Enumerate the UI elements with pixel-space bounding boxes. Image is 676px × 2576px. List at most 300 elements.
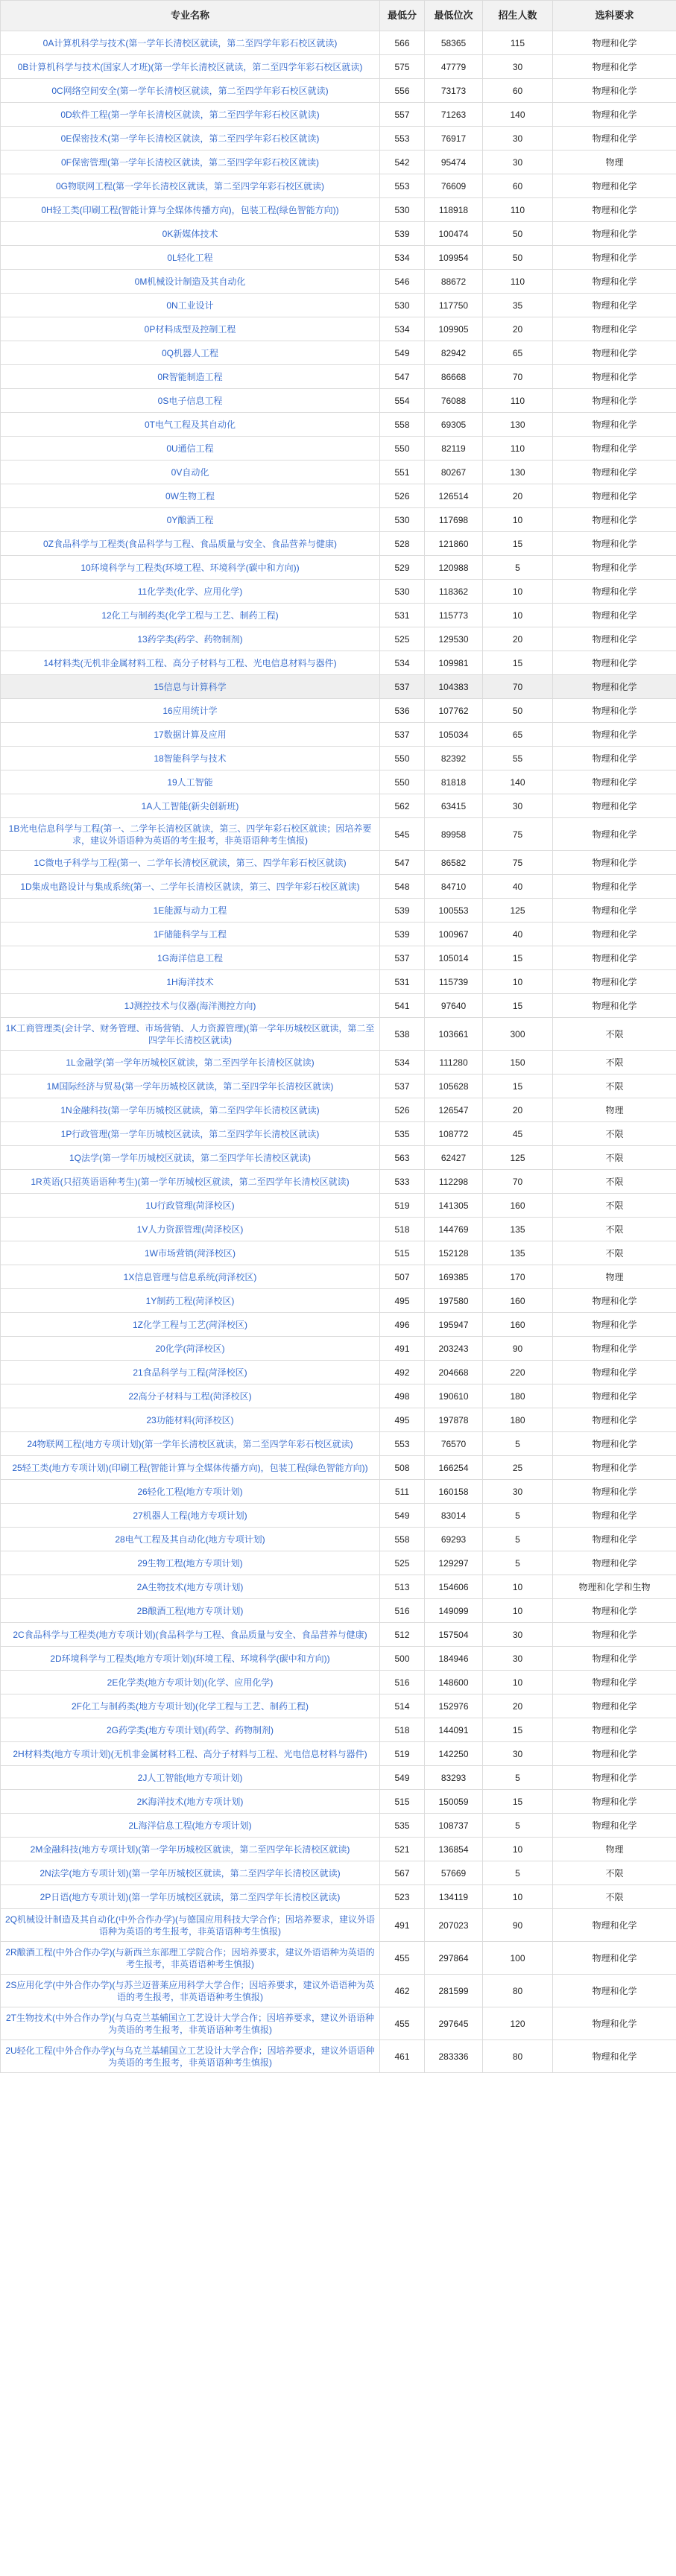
major-name-cell[interactable]: 25轻工类(地方专项计划)(印刷工程(智能计算与全媒体传播方向)，包装工程(绿色智能方向)) [1, 1456, 380, 1480]
table-row[interactable] [1, 1909, 676, 1942]
table-row[interactable] [1, 1623, 676, 1647]
enrollment-cell: 160 [483, 1313, 553, 1337]
major-name-cell[interactable]: 2Q机械设计制造及其自动化(中外合作办学)(与德国应用科技大学合作；因培养要求，建议外语语种为英语的考生报考，非英语语种考生慎报) [1, 1909, 380, 1942]
table-row[interactable] [1, 794, 676, 818]
min-rank-cell: 121860 [425, 532, 483, 556]
enrollment-cell: 15 [483, 994, 553, 1018]
subject-requirement-cell: 物理和化学 [553, 651, 676, 675]
major-name-cell[interactable]: 0C网络空间安全(第一学年长清校区就读，第二至四学年彩石校区就读) [1, 79, 380, 103]
min-score-cell: 507 [380, 1265, 425, 1289]
min-score-cell: 550 [380, 770, 425, 794]
min-score-cell: 546 [380, 270, 425, 294]
table-row[interactable] [1, 1694, 676, 1718]
table-row[interactable] [1, 1766, 676, 1790]
min-rank-cell: 207023 [425, 1909, 483, 1942]
major-name-cell[interactable]: 17数据计算及应用 [1, 723, 380, 747]
table-row[interactable] [1, 2040, 676, 2073]
table-row[interactable] [1, 413, 676, 437]
table-row[interactable] [1, 1814, 676, 1838]
major-name-cell[interactable]: 0T电气工程及其自动化 [1, 413, 380, 437]
subject-requirement-cell: 物理和化学 [553, 1671, 676, 1694]
table-row[interactable] [1, 1885, 676, 1909]
table-row[interactable] [1, 1218, 676, 1241]
table-row[interactable] [1, 604, 676, 627]
major-name-cell[interactable]: 2F化工与制药类(地方专项计划)(化学工程与工艺、制药工程) [1, 1694, 380, 1718]
min-score-cell: 512 [380, 1623, 425, 1647]
subject-requirement-cell: 物理和化学 [553, 389, 676, 413]
major-name-cell[interactable]: 1B光电信息科学与工程(第一、二学年长清校区就读，第三、四学年彩石校区就读；因培养要求，建议外语语种为英语的考生报考，非英语语种考生慎报) [1, 818, 380, 851]
major-name-cell[interactable]: 0E保密技术(第一学年长清校区就读，第二至四学年彩石校区就读) [1, 127, 380, 151]
enrollment-cell: 5 [483, 1504, 553, 1528]
major-name-cell[interactable]: 2D环境科学与工程类(地方专项计划)(环境工程、环境科学(碳中和方向)) [1, 1647, 380, 1671]
major-name-cell[interactable]: 18智能科学与技术 [1, 747, 380, 770]
major-name-cell[interactable]: 0R智能制造工程 [1, 365, 380, 389]
major-name-cell[interactable]: 1N金融科技(第一学年历城校区就读，第二至四学年长清校区就读) [1, 1098, 380, 1122]
min-rank-cell: 160158 [425, 1480, 483, 1504]
table-row[interactable] [1, 1599, 676, 1623]
major-name-cell[interactable]: 1W市场营销(菏泽校区) [1, 1241, 380, 1265]
major-name-cell[interactable]: 1Y制药工程(菏泽校区) [1, 1289, 380, 1313]
major-name-cell[interactable]: 0P材料成型及控制工程 [1, 317, 380, 341]
table-row[interactable] [1, 437, 676, 461]
table-row[interactable] [1, 341, 676, 365]
major-name-cell[interactable]: 27机器人工程(地方专项计划) [1, 1504, 380, 1528]
enrollment-cell: 40 [483, 923, 553, 946]
table-row[interactable] [1, 1942, 676, 1975]
min-score-cell: 530 [380, 580, 425, 604]
header-major[interactable]: 专业名称 [1, 1, 380, 31]
table-row[interactable] [1, 556, 676, 580]
subject-requirement-cell: 物理和化学 [553, 508, 676, 532]
min-rank-cell: 111280 [425, 1051, 483, 1075]
table-row[interactable] [1, 1384, 676, 1408]
major-name-cell[interactable]: 2T生物技术(中外合作办学)(与乌克兰基辅国立工艺设计大学合作；因培养要求，建议外语语种为英语的考生报考，非英语语种考生慎报) [1, 2007, 380, 2040]
enrollment-cell: 170 [483, 1265, 553, 1289]
enrollment-cell: 25 [483, 1456, 553, 1480]
table-row[interactable] [1, 1861, 676, 1885]
min-score-cell: 533 [380, 1170, 425, 1194]
table-row[interactable] [1, 508, 676, 532]
major-name-cell[interactable]: 0F保密管理(第一学年长清校区就读，第二至四学年彩石校区就读) [1, 151, 380, 174]
major-name-cell[interactable]: 15信息与计算科学 [1, 675, 380, 699]
enrollment-cell: 10 [483, 580, 553, 604]
major-name-cell[interactable]: 1L金融学(第一学年历城校区就读，第二至四学年长清校区就读) [1, 1051, 380, 1075]
min-rank-cell: 80267 [425, 461, 483, 484]
table-row[interactable] [1, 675, 676, 699]
min-score-cell: 498 [380, 1384, 425, 1408]
min-score-cell: 549 [380, 1766, 425, 1790]
table-row[interactable] [1, 1456, 676, 1480]
subject-requirement-cell: 物理和化学 [553, 1814, 676, 1838]
enrollment-cell: 5 [483, 1814, 553, 1838]
table-row[interactable] [1, 198, 676, 222]
major-name-cell[interactable]: 0S电子信息工程 [1, 389, 380, 413]
subject-requirement-cell: 物理和化学 [553, 994, 676, 1018]
min-score-cell: 548 [380, 875, 425, 899]
table-row[interactable] [1, 1051, 676, 1075]
major-name-cell[interactable]: 2A生物技术(地方专项计划) [1, 1575, 380, 1599]
subject-requirement-cell: 物理和化学 [553, 970, 676, 994]
major-name-cell[interactable]: 0Z食品科学与工程类(食品科学与工程、食品质量与安全、食品营养与健康) [1, 532, 380, 556]
major-name-cell[interactable]: 2N法学(地方专项计划)(第一学年历城校区就读，第二至四学年长清校区就读) [1, 1861, 380, 1885]
subject-requirement-cell: 物理和化学 [553, 2040, 676, 2073]
table-row[interactable] [1, 1432, 676, 1456]
enrollment-cell: 20 [483, 1098, 553, 1122]
min-rank-cell: 69305 [425, 413, 483, 437]
min-rank-cell: 184946 [425, 1647, 483, 1671]
min-rank-cell: 105014 [425, 946, 483, 970]
major-name-cell[interactable]: 2J人工智能(地方专项计划) [1, 1766, 380, 1790]
subject-requirement-cell: 物理和化学 [553, 79, 676, 103]
enrollment-cell: 20 [483, 1694, 553, 1718]
table-row[interactable] [1, 1289, 676, 1313]
subject-requirement-cell: 物理和化学 [553, 556, 676, 580]
min-score-cell: 537 [380, 946, 425, 970]
min-score-cell: 562 [380, 794, 425, 818]
table-row[interactable] [1, 1122, 676, 1146]
min-score-cell: 495 [380, 1289, 425, 1313]
min-rank-cell: 136854 [425, 1838, 483, 1861]
min-rank-cell: 69293 [425, 1528, 483, 1551]
major-name-cell[interactable]: 0U通信工程 [1, 437, 380, 461]
enrollment-cell: 10 [483, 604, 553, 627]
major-name-cell[interactable]: 10环境科学与工程类(环境工程、环境科学(碳中和方向)) [1, 556, 380, 580]
table-header [1, 1, 676, 31]
major-name-cell[interactable]: 13药学类(药学、药物制剂) [1, 627, 380, 651]
enrollment-cell: 90 [483, 1909, 553, 1942]
major-name-cell[interactable]: 22高分子材料与工程(菏泽校区) [1, 1384, 380, 1408]
table-row[interactable] [1, 970, 676, 994]
table-row[interactable] [1, 1337, 676, 1361]
subject-requirement-cell: 不限 [553, 1122, 676, 1146]
major-name-cell[interactable]: 23功能材料(菏泽校区) [1, 1408, 380, 1432]
min-rank-cell: 100967 [425, 923, 483, 946]
min-rank-cell: 126547 [425, 1098, 483, 1122]
table-row[interactable] [1, 747, 676, 770]
min-score-cell: 539 [380, 923, 425, 946]
enrollment-cell: 180 [483, 1384, 553, 1408]
subject-requirement-cell: 物理和化学 [553, 723, 676, 747]
min-rank-cell: 166254 [425, 1456, 483, 1480]
major-name-cell[interactable]: 1Q法学(第一学年历城校区就读，第二至四学年长清校区就读) [1, 1146, 380, 1170]
table-row[interactable] [1, 851, 676, 875]
table-row[interactable] [1, 651, 676, 675]
min-score-cell: 530 [380, 198, 425, 222]
table-row[interactable] [1, 723, 676, 747]
table-row[interactable] [1, 2007, 676, 2040]
major-name-cell[interactable]: 2S应用化学(中外合作办学)(与苏兰迈普莱应用科学大学合作；因培养要求，建议外语语种为英语的考生报考，非英语语种考生慎报) [1, 1975, 380, 2007]
min-rank-cell: 105628 [425, 1075, 483, 1098]
min-rank-cell: 88672 [425, 270, 483, 294]
min-score-cell: 529 [380, 556, 425, 580]
table-row[interactable] [1, 1098, 676, 1122]
subject-requirement-cell: 物理和化学 [553, 413, 676, 437]
enrollment-cell: 30 [483, 55, 553, 79]
enrollment-cell: 110 [483, 437, 553, 461]
min-score-cell: 558 [380, 413, 425, 437]
enrollment-cell: 30 [483, 151, 553, 174]
table-row[interactable] [1, 222, 676, 246]
min-rank-cell: 134119 [425, 1885, 483, 1909]
table-row[interactable] [1, 818, 676, 851]
min-rank-cell: 154606 [425, 1575, 483, 1599]
min-score-cell: 557 [380, 103, 425, 127]
table-row[interactable] [1, 127, 676, 151]
enrollment-cell: 180 [483, 1408, 553, 1432]
subject-requirement-cell: 物理和化学和生物 [553, 1575, 676, 1599]
table-row[interactable] [1, 1480, 676, 1504]
subject-requirement-cell: 物理和化学 [553, 580, 676, 604]
major-name-cell[interactable]: 2P日语(地方专项计划)(第一学年历城校区就读，第二至四学年长清校区就读) [1, 1885, 380, 1909]
table-row[interactable] [1, 1146, 676, 1170]
major-name-cell[interactable]: 19人工智能 [1, 770, 380, 794]
major-name-cell[interactable]: 1E能源与动力工程 [1, 899, 380, 923]
major-name-cell[interactable]: 16应用统计学 [1, 699, 380, 723]
table-row[interactable] [1, 31, 676, 55]
subject-requirement-cell: 物理和化学 [553, 1766, 676, 1790]
table-row[interactable] [1, 1790, 676, 1814]
min-rank-cell: 76609 [425, 174, 483, 198]
major-name-cell[interactable]: 0H轻工类(印刷工程(智能计算与全媒体传播方向)，包装工程(绿色智能方向)) [1, 198, 380, 222]
table-row[interactable] [1, 1170, 676, 1194]
major-name-cell[interactable]: 1G海洋信息工程 [1, 946, 380, 970]
subject-requirement-cell: 物理和化学 [553, 818, 676, 851]
table-row[interactable] [1, 461, 676, 484]
header-enrollment[interactable]: 招生人数 [483, 1, 553, 31]
table-row[interactable] [1, 1551, 676, 1575]
table-row[interactable] [1, 294, 676, 317]
major-name-cell[interactable]: 0Q机器人工程 [1, 341, 380, 365]
enrollment-cell: 70 [483, 1170, 553, 1194]
major-name-cell[interactable]: 2L海洋信息工程(地方专项计划) [1, 1814, 380, 1838]
table-row[interactable] [1, 580, 676, 604]
major-name-cell[interactable]: 0K新媒体技术 [1, 222, 380, 246]
min-rank-cell: 169385 [425, 1265, 483, 1289]
table-row[interactable] [1, 1241, 676, 1265]
subject-requirement-cell: 物理 [553, 1838, 676, 1861]
major-name-cell[interactable]: 1D集成电路设计与集成系统(第一、二学年长清校区就读，第三、四学年彩石校区就读) [1, 875, 380, 899]
enrollment-cell: 65 [483, 341, 553, 365]
table-row[interactable] [1, 1838, 676, 1861]
major-name-cell[interactable]: 0W生物工程 [1, 484, 380, 508]
table-row[interactable] [1, 317, 676, 341]
subject-requirement-cell: 物理和化学 [553, 1528, 676, 1551]
subject-requirement-cell: 物理和化学 [553, 851, 676, 875]
enrollment-cell: 110 [483, 389, 553, 413]
table-row[interactable] [1, 1361, 676, 1384]
enrollment-cell: 10 [483, 1838, 553, 1861]
table-row[interactable] [1, 1075, 676, 1098]
min-rank-cell: 81818 [425, 770, 483, 794]
major-name-cell[interactable]: 20化学(菏泽校区) [1, 1337, 380, 1361]
major-name-cell[interactable]: 1X信息管理与信息系统(菏泽校区) [1, 1265, 380, 1289]
min-rank-cell: 283336 [425, 2040, 483, 2073]
min-score-cell: 545 [380, 818, 425, 851]
table-row[interactable] [1, 1018, 676, 1051]
major-name-cell[interactable]: 28电气工程及其自动化(地方专项计划) [1, 1528, 380, 1551]
table-row[interactable] [1, 875, 676, 899]
major-name-cell[interactable]: 14材料类(无机非金属材料工程、高分子材料与工程、光电信息材料与器件) [1, 651, 380, 675]
min-score-cell: 526 [380, 1098, 425, 1122]
table-row[interactable] [1, 899, 676, 923]
min-score-cell: 553 [380, 174, 425, 198]
enrollment-cell: 10 [483, 1671, 553, 1694]
major-name-cell[interactable]: 1C微电子科学与工程(第一、二学年长清校区就读，第三、四学年彩石校区就读) [1, 851, 380, 875]
min-score-cell: 526 [380, 484, 425, 508]
enrollment-cell: 50 [483, 246, 553, 270]
table-row[interactable] [1, 1528, 676, 1551]
major-name-cell[interactable]: 24物联网工程(地方专项计划)(第一学年长清校区就读，第二至四学年彩石校区就读) [1, 1432, 380, 1456]
table-row[interactable] [1, 246, 676, 270]
major-name-cell[interactable]: 2G药学类(地方专项计划)(药学、药物制剂) [1, 1718, 380, 1742]
major-name-cell[interactable]: 2C食品科学与工程类(地方专项计划)(食品科学与工程、食品质量与安全、食品营养与健康) [1, 1623, 380, 1647]
table-row[interactable] [1, 1718, 676, 1742]
table-row[interactable] [1, 174, 676, 198]
table-row[interactable] [1, 946, 676, 970]
min-score-cell: 461 [380, 2040, 425, 2073]
min-rank-cell: 297864 [425, 1942, 483, 1975]
subject-requirement-cell: 物理和化学 [553, 875, 676, 899]
major-name-cell[interactable]: 1H海洋技术 [1, 970, 380, 994]
min-rank-cell: 108737 [425, 1814, 483, 1838]
major-name-cell[interactable]: 1Z化学工程与工艺(菏泽校区) [1, 1313, 380, 1337]
min-score-cell: 534 [380, 246, 425, 270]
table-row[interactable] [1, 627, 676, 651]
table-row[interactable] [1, 1265, 676, 1289]
min-score-cell: 530 [380, 508, 425, 532]
header-min-score[interactable]: 最低分 [380, 1, 425, 31]
min-score-cell: 549 [380, 341, 425, 365]
min-score-cell: 563 [380, 1146, 425, 1170]
subject-requirement-cell: 物理和化学 [553, 461, 676, 484]
table-row[interactable] [1, 1742, 676, 1766]
header-min-rank[interactable]: 最低位次 [425, 1, 483, 31]
major-name-cell[interactable]: 2R酿酒工程(中外合作办学)(与新西兰东部理工学院合作；因培养要求，建议外语语种为英语的考生报考，非英语语种考生慎报) [1, 1942, 380, 1975]
major-name-cell[interactable]: 1J测控技术与仪器(海洋测控方向) [1, 994, 380, 1018]
major-name-cell[interactable]: 0A计算机科学与技术(第一学年长清校区就读，第二至四学年彩石校区就读) [1, 31, 380, 55]
subject-requirement-cell: 物理和化学 [553, 1384, 676, 1408]
subject-requirement-cell: 物理和化学 [553, 699, 676, 723]
major-name-cell[interactable]: 0V自动化 [1, 461, 380, 484]
table-row[interactable] [1, 103, 676, 127]
major-name-cell[interactable]: 1M国际经济与贸易(第一学年历城校区就读，第二至四学年长清校区就读) [1, 1075, 380, 1098]
min-rank-cell: 150059 [425, 1790, 483, 1814]
enrollment-cell: 115 [483, 31, 553, 55]
major-name-cell[interactable]: 11化学类(化学、应用化学) [1, 580, 380, 604]
table-row[interactable] [1, 923, 676, 946]
table-row[interactable] [1, 79, 676, 103]
min-rank-cell: 117750 [425, 294, 483, 317]
table-row[interactable] [1, 1975, 676, 2007]
min-rank-cell: 120988 [425, 556, 483, 580]
table-row[interactable] [1, 1504, 676, 1528]
major-name-cell[interactable]: 1U行政管理(菏泽校区) [1, 1194, 380, 1218]
table-row[interactable] [1, 532, 676, 556]
major-name-cell[interactable]: 1V人力资源管理(菏泽校区) [1, 1218, 380, 1241]
min-score-cell: 518 [380, 1218, 425, 1241]
enrollment-cell: 70 [483, 365, 553, 389]
table-row[interactable] [1, 484, 676, 508]
subject-requirement-cell: 不限 [553, 1051, 676, 1075]
table-row[interactable] [1, 151, 676, 174]
major-name-cell[interactable]: 1A人工智能(新尖创新班) [1, 794, 380, 818]
major-name-cell[interactable]: 2H材料类(地方专项计划)(无机非金属材料工程、高分子材料与工程、光电信息材料与器件) [1, 1742, 380, 1766]
major-name-cell[interactable]: 0G物联网工程(第一学年长清校区就读，第二至四学年彩石校区就读) [1, 174, 380, 198]
major-name-cell[interactable]: 2B酿酒工程(地方专项计划) [1, 1599, 380, 1623]
major-name-cell[interactable]: 0M机械设计制造及其自动化 [1, 270, 380, 294]
table-row[interactable] [1, 389, 676, 413]
major-name-cell[interactable]: 0D软件工程(第一学年长清校区就读，第二至四学年彩石校区就读) [1, 103, 380, 127]
subject-requirement-cell: 物理和化学 [553, 532, 676, 556]
table-row[interactable] [1, 1194, 676, 1218]
major-name-cell[interactable]: 2M金融科技(地方专项计划)(第一学年历城校区就读，第二至四学年长清校区就读) [1, 1838, 380, 1861]
major-name-cell[interactable]: 1F储能科学与工程 [1, 923, 380, 946]
subject-requirement-cell: 物理和化学 [553, 174, 676, 198]
min-rank-cell: 142250 [425, 1742, 483, 1766]
table-row[interactable] [1, 1313, 676, 1337]
enrollment-cell: 140 [483, 770, 553, 794]
min-score-cell: 531 [380, 970, 425, 994]
table-row[interactable] [1, 1575, 676, 1599]
major-name-cell[interactable]: 29生物工程(地方专项计划) [1, 1551, 380, 1575]
table-row[interactable] [1, 1671, 676, 1694]
major-name-cell[interactable]: 12化工与制药类(化学工程与工艺、制药工程) [1, 604, 380, 627]
min-score-cell: 542 [380, 151, 425, 174]
major-name-cell[interactable]: 2E化学类(地方专项计划)(化学、应用化学) [1, 1671, 380, 1694]
table-row[interactable] [1, 1647, 676, 1671]
enrollment-cell: 75 [483, 851, 553, 875]
min-score-cell: 455 [380, 1942, 425, 1975]
table-row[interactable] [1, 1408, 676, 1432]
subject-requirement-cell: 物理和化学 [553, 222, 676, 246]
subject-requirement-cell: 物理和化学 [553, 1694, 676, 1718]
table-row[interactable] [1, 770, 676, 794]
min-score-cell: 553 [380, 1432, 425, 1456]
enrollment-cell: 120 [483, 2007, 553, 2040]
major-name-cell[interactable]: 0L轻化工程 [1, 246, 380, 270]
subject-requirement-cell: 物理和化学 [553, 1480, 676, 1504]
table-row[interactable] [1, 365, 676, 389]
min-score-cell: 551 [380, 461, 425, 484]
min-score-cell: 516 [380, 1671, 425, 1694]
min-score-cell: 455 [380, 2007, 425, 2040]
subject-requirement-cell: 物理和化学 [553, 270, 676, 294]
enrollment-cell: 40 [483, 875, 553, 899]
major-name-cell[interactable]: 2U轻化工程(中外合作办学)(与乌克兰基辅国立工艺设计大学合作；因培养要求，建议外语语种为英语的考生报考，非英语语种考生慎报) [1, 2040, 380, 2073]
table-row[interactable] [1, 994, 676, 1018]
major-name-cell[interactable]: 2K海洋技术(地方专项计划) [1, 1790, 380, 1814]
enrollment-cell: 5 [483, 1432, 553, 1456]
major-name-cell[interactable]: 26轻化工程(地方专项计划) [1, 1480, 380, 1504]
major-name-cell[interactable]: 1P行政管理(第一学年历城校区就读，第二至四学年长清校区就读) [1, 1122, 380, 1146]
enrollment-cell: 30 [483, 1742, 553, 1766]
table-row[interactable] [1, 55, 676, 79]
major-name-cell[interactable]: 1K工商管理类(会计学、财务管理、市场营销、人力资源管理)(第一学年历城校区就读，第二至四学年长清校区就读) [1, 1018, 380, 1051]
enrollment-cell: 20 [483, 317, 553, 341]
major-name-cell[interactable]: 0Y酿酒工程 [1, 508, 380, 532]
major-name-cell[interactable]: 0N工业设计 [1, 294, 380, 317]
min-rank-cell: 82119 [425, 437, 483, 461]
table-row[interactable] [1, 270, 676, 294]
major-name-cell[interactable]: 0B计算机科学与技术(国家人才班)(第一学年长清校区就读，第二至四学年彩石校区就读) [1, 55, 380, 79]
subject-requirement-cell: 物理和化学 [553, 1975, 676, 2007]
header-subject-requirement[interactable]: 选科要求 [553, 1, 676, 31]
enrollment-cell: 10 [483, 970, 553, 994]
major-name-cell[interactable]: 1R英语(只招英语语种考生)(第一学年历城校区就读，第二至四学年长清校区就读) [1, 1170, 380, 1194]
major-name-cell[interactable]: 21食品科学与工程(菏泽校区) [1, 1361, 380, 1384]
min-score-cell: 558 [380, 1528, 425, 1551]
table-row[interactable] [1, 699, 676, 723]
